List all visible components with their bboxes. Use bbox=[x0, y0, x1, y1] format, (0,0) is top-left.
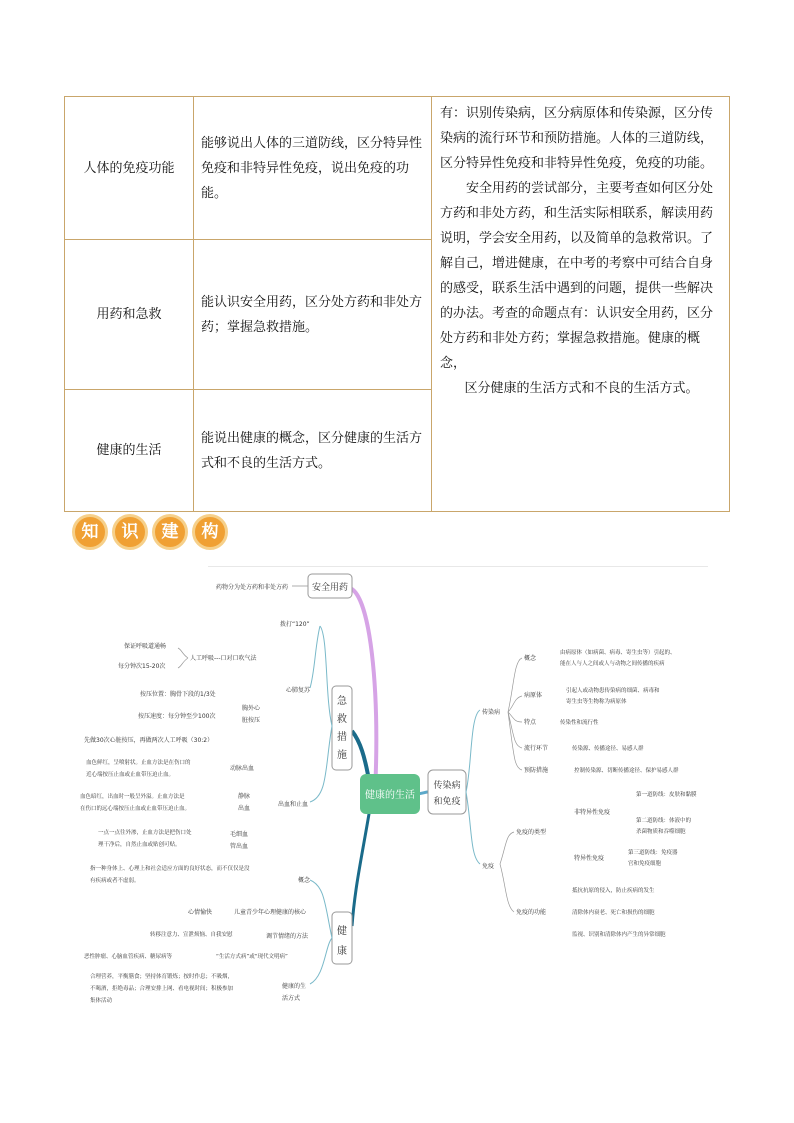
analysis-p2: 安全用药的尝试部分，主要考查如何区分处方药和非处方药，和生活实际相联系，解读用药说明，学会安全用药，以及简单的急救常识。了解自己，增进健康，在中考的考察中可结合自身的感受，联系生活中遇到的问题，提供一些解决的办法。考查的命题点有：认识安全用药，区分处方药和非处方药；掌握急救措施。健康的概念， bbox=[440, 181, 714, 371]
banner-char: 构 bbox=[192, 514, 228, 550]
chest-label-1: 胸外心 bbox=[242, 705, 261, 712]
banner-char: 知 bbox=[72, 514, 108, 550]
health-way-2: 活方式 bbox=[282, 995, 301, 1002]
requirement-medicine: 能认识安全用药，区分处方药和非处方药；掌握急救措施。 bbox=[194, 240, 432, 390]
health-concept-desc-2: 有疾病或者不虚弱。 bbox=[90, 878, 140, 884]
disease-links: 流行环节 bbox=[524, 745, 549, 752]
firstaid-title-1: 急 bbox=[337, 696, 347, 707]
immune-func: 免疫的功能 bbox=[516, 909, 547, 916]
topic-health: 健康的生活 bbox=[65, 390, 194, 512]
immune-nonspec: 非特异性免疫 bbox=[574, 809, 611, 816]
breath-item-2: 每分钟次15-20次 bbox=[118, 663, 166, 670]
chest-label-2: 脏按压 bbox=[242, 717, 261, 724]
analysis-cell bbox=[432, 97, 730, 512]
banner-char: 识 bbox=[112, 514, 148, 550]
disease-immune: 免疫 bbox=[482, 863, 495, 870]
firstaid-title-3: 措 bbox=[337, 732, 347, 743]
disease-feature-desc: 传染性和流行性 bbox=[560, 720, 599, 726]
health-mood-desc: 儿童青少年心理健康的核心 bbox=[234, 909, 307, 916]
requirement-immune: 能够说出人体的三道防线，区分特异性免疫和非特异性免疫，说出免疫的功能。 bbox=[194, 97, 432, 240]
cap-desc-2: 理干净后，自然止血或贴创可贴。 bbox=[98, 842, 181, 848]
cap-label-1: 毛细血 bbox=[230, 831, 249, 838]
knowledge-structure-banner bbox=[72, 514, 228, 550]
health-way-desc-2: 不喝酒，拒绝毒品；合理安排上网、看电视时间；积极参加 bbox=[90, 986, 234, 992]
curriculum-table bbox=[64, 96, 730, 512]
cap-label-2: 管出血 bbox=[230, 843, 249, 850]
immune-line2-1: 第二道防线：体液中的 bbox=[636, 818, 692, 824]
disease-prevent-desc: 控制传染源、切断传播途径、保护易感人群 bbox=[574, 768, 679, 774]
disease-title-2: 和免疫 bbox=[433, 797, 461, 807]
disease-pathogen: 病原体 bbox=[524, 692, 543, 699]
health-adjust: 调节情绪的方法 bbox=[266, 933, 309, 940]
center-label: 健康的生活 bbox=[365, 790, 415, 801]
disease-infect: 传染病 bbox=[482, 709, 501, 716]
disease-concept-desc-1: 由病原体（如病菌、病毒、寄生虫等）引起的、 bbox=[560, 650, 676, 656]
cpr-label: 心肺复苏 bbox=[286, 687, 311, 694]
health-way-desc-3: 集体活动 bbox=[90, 998, 113, 1004]
health-way-1: 健康的生 bbox=[282, 983, 307, 990]
bleed-label: 出血和止血 bbox=[278, 801, 309, 808]
analysis-p1: 有：识别传染病，区分病原体和传染源，区分传染病的流行环节和预防措施。人体的三道防线，区分特异性免疫和非特异性免疫，免疫的功能。 bbox=[440, 106, 714, 171]
artery-desc-2: 近心端按压止血或止血带压迫止血。 bbox=[86, 772, 175, 778]
health-concept: 概念 bbox=[298, 877, 311, 884]
analysis-p3: 区分健康的生活方式和不良的生活方式。 bbox=[464, 381, 699, 396]
disease-prevent: 预防措施 bbox=[524, 767, 549, 774]
call-120: 拨打“120” bbox=[280, 621, 310, 628]
firstaid-title-4: 施 bbox=[337, 750, 347, 761]
banner-char: 建 bbox=[152, 514, 188, 550]
vein-desc-1: 血色暗红，出血时一般呈外溢。止血方法是 bbox=[80, 794, 185, 800]
chest-item-2: 按压速度：每分钟至少100次 bbox=[138, 713, 216, 720]
safe-title: 安全用药 bbox=[311, 583, 349, 593]
immune-line1: 第一道防线：皮肤和黏膜 bbox=[636, 792, 697, 798]
artery-desc-1: 血色鲜红，呈喷射状。止血方法是在伤口的 bbox=[86, 760, 191, 766]
health-lifestyle-disease: “生活方式病”或“现代文明病” bbox=[216, 954, 288, 960]
health-concept-desc-1: 指一种身体上、心理上和社会适应方面的良好状态，而不仅仅是没 bbox=[90, 866, 250, 872]
breath-label: 人工呼吸---口对口吹气法 bbox=[190, 655, 257, 662]
health-title-2: 康 bbox=[337, 946, 347, 957]
immune-spec: 特异性免疫 bbox=[574, 855, 605, 862]
firstaid-title-2: 救 bbox=[337, 714, 347, 725]
immune-func-2: 清除体内衰老、死亡和损伤的细胞 bbox=[572, 910, 655, 916]
cpr-order: 先做30次心脏按压，再做两次人工呼吸（30:2） bbox=[84, 737, 214, 744]
disease-links-desc: 传染源、传播途径、易感人群 bbox=[572, 746, 644, 752]
health-diseases: 恶性肿瘤、心脑血管疾病、糖尿病等 bbox=[84, 954, 173, 960]
immune-func-3: 监视、识别和清除体内产生的异常细胞 bbox=[572, 932, 666, 938]
mind-map bbox=[70, 566, 720, 1026]
chest-item-1: 按压位置：胸骨下段的1/3处 bbox=[140, 691, 216, 698]
immune-func-1: 抵抗抗原的侵入，防止疾病的发生 bbox=[572, 888, 655, 894]
immune-types: 免疫的类型 bbox=[516, 829, 547, 836]
immune-line3-2: 官和免疫细胞 bbox=[628, 861, 662, 867]
immune-line2-2: 杀菌物质和吞噬细胞 bbox=[636, 829, 686, 835]
health-mood: 心情愉快 bbox=[188, 909, 213, 916]
topic-medicine: 用药和急救 bbox=[65, 240, 194, 390]
immune-line3-1: 第三道防线：免疫器 bbox=[628, 850, 678, 856]
artery-label: 动脉出血 bbox=[230, 765, 255, 772]
topic-immune: 人体的免疫功能 bbox=[65, 97, 194, 240]
disease-title-1: 传染病 bbox=[433, 781, 461, 791]
safe-note: 药物分为处方药和非处方药 bbox=[215, 584, 288, 591]
vein-label-2: 出血 bbox=[238, 805, 251, 812]
health-adjust-desc: 转移注意力、宣泄烦恼、自我安慰 bbox=[150, 932, 233, 938]
disease-concept-desc-2: 能在人与人之间或人与动物之间传播的疾病 bbox=[560, 661, 665, 667]
requirement-health: 能说出健康的概念，区分健康的生活方式和不良的生活方式。 bbox=[194, 390, 432, 512]
health-title-1: 健 bbox=[337, 926, 347, 937]
disease-pathogen-desc-2: 寄生虫等生物称为病原体 bbox=[566, 699, 627, 705]
health-way-desc-1: 合理营养，平衡膳食；坚持体育锻炼；按时作息；不吸烟， bbox=[90, 974, 234, 980]
vein-label-1: 静脉 bbox=[238, 793, 251, 800]
disease-feature: 特点 bbox=[524, 719, 537, 726]
vein-desc-2: 在伤口的远心端按压止血或止血带压迫止血。 bbox=[80, 806, 191, 812]
breath-item-1: 保证呼吸道通畅 bbox=[124, 643, 167, 650]
disease-pathogen-desc-1: 引起人或动物患传染病的细菌、病毒和 bbox=[566, 688, 660, 694]
cap-desc-1: 一点一点往外渗，止血方法是把伤口处 bbox=[98, 830, 192, 836]
disease-concept: 概念 bbox=[524, 655, 537, 662]
